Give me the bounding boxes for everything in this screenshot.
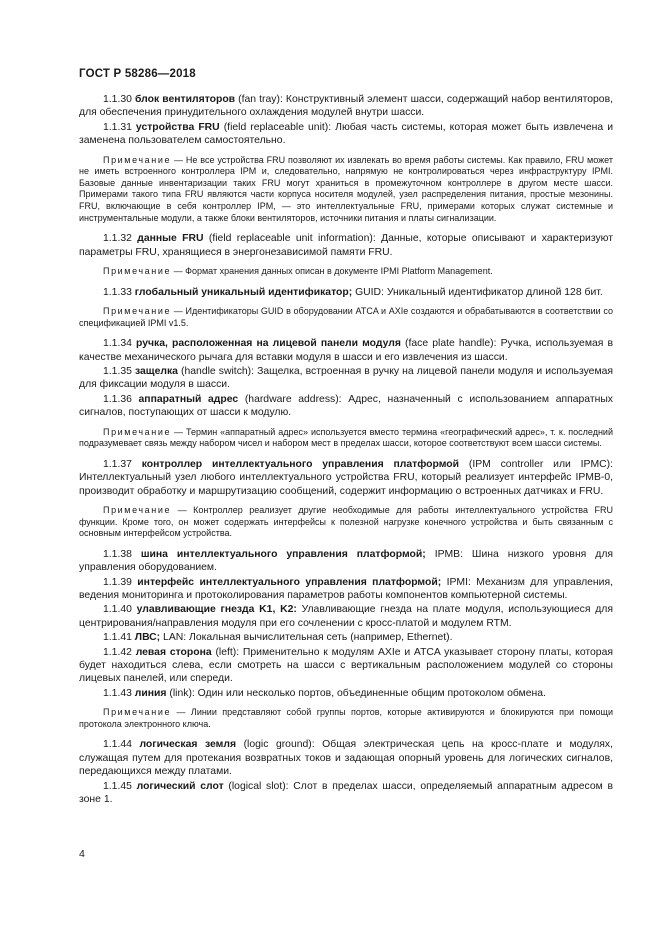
- term-name: ручка, расположенная на лицевой панели модуля: [136, 338, 401, 350]
- note-dash: —: [171, 266, 186, 276]
- term-number: 1.1.44: [103, 739, 132, 751]
- term-name: данные FRU: [137, 233, 204, 245]
- term-name: интерфейс интеллектуального управления платформой;: [137, 576, 442, 588]
- note-text: Линии представляют собой группы портов, которые активируются и блокируются при помощи протокола электронного ключа.: [79, 707, 613, 729]
- term-definition: LAN: Локальная вычислительная сеть (например, Ethernet).: [160, 632, 453, 644]
- note-1-1-36: [79, 427, 613, 450]
- note-1-1-37: [79, 505, 613, 540]
- note-prefix: Примечание: [103, 266, 172, 276]
- definition-1-1-44: [79, 738, 613, 778]
- definition-1-1-32: [79, 232, 613, 259]
- note-prefix: Примечание: [103, 505, 172, 516]
- definition-1-1-33: [79, 286, 613, 299]
- note-dash: —: [171, 306, 186, 316]
- term-name: улавливающие гнезда K1, K2:: [136, 604, 297, 616]
- term-definition: (field replaceable unit information): Данные, которые описывают и характеризуют параметры FRU, хранящиеся в энергонезависимой памяти FRU.: [79, 233, 613, 258]
- definition-1-1-38: [79, 548, 613, 575]
- term-number: 1.1.38: [103, 548, 132, 560]
- term-number: 1.1.37: [103, 458, 132, 470]
- term-number: 1.1.33: [103, 286, 132, 298]
- term-name: аппаратный адрес: [138, 393, 239, 405]
- note-1-1-43: [79, 707, 613, 730]
- term-name: защелка: [135, 366, 178, 377]
- term-number: 1.1.40: [103, 604, 132, 616]
- note-dash: —: [171, 154, 186, 165]
- note-1-1-33: [79, 306, 613, 329]
- note-text: Термин «аппаратный адрес» используется вместо термина «географический адрес», т. к. последний подразумевает связь между набором чисел и набором мест в пределах шасси, которое соответствуют всем шасси системы.: [79, 426, 613, 449]
- definition-1-1-31: [79, 121, 613, 148]
- definition-1-1-42: [79, 646, 613, 686]
- term-definition: Улавливающие гнезда на плате модуля, использующиеся для центрирования/направления модуля при его сочленении с кросс-платой и модулем RTM.: [79, 604, 614, 629]
- note-text: Контроллер реализует другие необходимые для работы интеллектуального устройства FRU функции. Кроме того, он может содержать интерфейсы к полезной нагрузке конечного устройства и быть связанным с основным интерфейсом устройства.: [79, 505, 613, 539]
- term-definition: (logic ground): Общая электрическая цепь на кросс-плате и модулях, служащая путем для протекания возвратных токов и задающая опорный уровень для логических сигналов, передающихся между платами.: [79, 739, 613, 778]
- term-number: 1.1.35: [103, 366, 132, 377]
- note-prefix: Примечание: [103, 306, 172, 316]
- term-name: логическая земля: [139, 739, 237, 751]
- definition-1-1-36: [79, 393, 613, 420]
- note-text: Идентификаторы GUID в оборудовании ATCA и AXIe создаются и обрабатываются в соответствии со спецификацией IPMI v1.5.: [79, 306, 613, 328]
- note-prefix: Примечание: [103, 707, 172, 718]
- definition-1-1-43: [79, 687, 613, 700]
- definition-1-1-39: [79, 576, 613, 603]
- definition-1-1-30: [79, 93, 613, 120]
- definition-1-1-35: [79, 365, 613, 392]
- definition-1-1-34: [79, 337, 613, 364]
- definition-1-1-37: [79, 458, 613, 498]
- note-dash: —: [171, 505, 194, 516]
- term-name: логический слот: [136, 780, 224, 792]
- term-definition: IPMB: Шина низкого уровня для управления оборудованием.: [79, 548, 614, 574]
- definition-1-1-40: [79, 603, 613, 630]
- term-name: шина интеллектуального управления платформой;: [140, 548, 426, 560]
- term-definition: (hardware address): Адрес, назначенный с использованием аппаратных сигналов, поступающих от шасси к модулю.: [79, 393, 613, 419]
- term-definition: (field replaceable unit): Любая часть системы, которая может быть извлечена и заменена пользователем самостоятельно.: [79, 121, 613, 147]
- term-definition: (face plate handle): Ручка, используемая в качестве механического рычага для вставки модуля в шасси и его извлечения из шасси.: [79, 338, 614, 363]
- term-name: ЛВС;: [134, 632, 161, 644]
- note-prefix: Примечание: [103, 426, 172, 437]
- term-number: 1.1.32: [103, 233, 132, 245]
- term-name: устройства FRU: [135, 121, 220, 133]
- term-definition: (link): Один или несколько портов, объединенные общим протоколом обмена.: [166, 687, 546, 699]
- term-name: линия: [134, 687, 167, 699]
- term-number: 1.1.41: [103, 632, 132, 644]
- term-definition: (handle switch): Защелка, встроенная в ручку на лицевой панели модуля и используемая для фиксации модуля в шасси.: [79, 366, 613, 391]
- term-name: контроллер интеллектуального управления платформой: [141, 458, 460, 470]
- term-definition: IPMI: Механизм для управления, ведения мониторинга и протоколирования параметров работы компонентов компьютерной системы.: [79, 576, 613, 602]
- term-name: блок вентиляторов: [134, 94, 236, 105]
- note-1-1-31: [79, 155, 613, 225]
- term-definition: (left): Применительно к модулям AXIe и ATCA указывает сторону платы, которая будет находиться слева, если смотреть на шасси с вертикальным расположением модулей со стороны лицевых панелей, или спереди.: [79, 646, 613, 685]
- term-number: 1.1.43: [103, 687, 132, 699]
- note-1-1-32: [79, 266, 613, 278]
- term-number: 1.1.39: [103, 576, 132, 588]
- term-number: 1.1.31: [103, 121, 132, 133]
- term-definition: (logical slot): Слот в пределах шасси, определяемый аппаратным адресом в зоне 1.: [79, 780, 613, 806]
- note-text: Формат хранения данных описан в документе IPMI Platform Management.: [185, 266, 493, 276]
- document-body: [79, 93, 613, 807]
- term-number: 1.1.45: [103, 780, 132, 792]
- term-definition: GUID: Уникальный идентификатор длиной 128 бит.: [352, 286, 603, 298]
- note-prefix: Примечание: [103, 154, 172, 165]
- note-dash: —: [171, 707, 191, 718]
- term-number: 1.1.34: [103, 338, 132, 350]
- term-definition: (IPM controller или IPMC): Интеллектуальный узел любого интеллектуального устройства FRU, который реализует интерфейс IPMB-0, производит обработку и маршрутизацию сообщений, содержит информацию о встроенных датчиках и FRU.: [79, 458, 613, 497]
- term-definition: (fan tray): Конструктивный элемент шасси, содержащий набор вентиляторов, для обеспечения принудительного охлаждения модулей внутри шасси.: [79, 94, 613, 119]
- term-name: глобальный уникальный идентификатор;: [134, 286, 353, 298]
- term-number: 1.1.30: [103, 94, 132, 105]
- definition-1-1-41: [79, 631, 613, 644]
- document-header: ГОСТ Р 58286—2018: [79, 68, 196, 80]
- term-number: 1.1.36: [103, 393, 132, 405]
- note-text: Не все устройства FRU позволяют их извлекать во время работы системы. Как правило, FRU может не иметь встроенного контроллера IPM и, следовательно, напрямую не контролироваться через инфраструктуру IPMI. Базовые данные инвентаризации таких FRU могут храниться в промежуточном контроллере в другом месте шасси. Примерами такого типа FRU являются части корпуса носителя модулей, узел распределения питания, простые мезонины. FRU, включающие в себя контроллер IPM, — это интеллектуальные FRU, примерами которых служат системные и инструментальные модули, а также блоки вентиляторов, источники питания и платы сигнализации.: [79, 154, 613, 223]
- definition-1-1-45: [79, 780, 613, 807]
- page-number: 4: [79, 848, 85, 860]
- note-dash: —: [171, 426, 186, 437]
- term-number: 1.1.42: [103, 646, 132, 658]
- term-name: левая сторона: [135, 646, 212, 658]
